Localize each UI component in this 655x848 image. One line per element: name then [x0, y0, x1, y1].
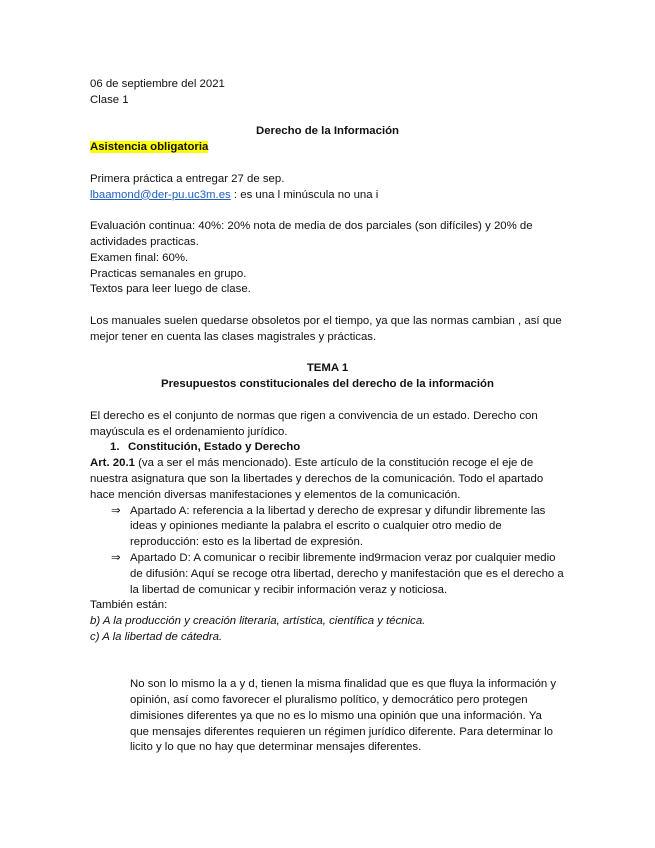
- arrow-icon: ⇒: [111, 551, 121, 564]
- section-number: 1.: [110, 441, 120, 454]
- article-label: Art. 20.1: [90, 457, 135, 470]
- bullet-item-a: [90, 504, 565, 551]
- section-heading: [90, 440, 565, 456]
- arrow-icon: ⇒: [111, 504, 121, 517]
- topic-number: TEMA 1: [306, 362, 349, 375]
- email-line: [90, 188, 565, 204]
- bullet-item-d: [90, 551, 565, 598]
- also-item-b: b) A la producción y creación literaria, artística, científica y técnica.: [90, 615, 426, 628]
- bullet-text: Apartado D: A comunicar o recibir libremente ind9rmacion veraz por cualquier medio de difusión: Aquí se recoge otra libertad, derecho y manifestación que es el derecho a la libertad de comunicar y recibir información veraz y noticiosa.: [130, 551, 564, 596]
- course-title: Derecho de la Información: [255, 125, 400, 138]
- closing-paragraph: No son lo mismo la a y d, tienen la misma finalidad que es que fluya la información y opinión, así como favorecer el pluralismo político, y democrático pero protegen dimisiones diferentes ya que no es lo mismo una opinión que una información. Ya que mensajes diferentes requieren un régimen jurídico diferente. Para determinar lo licito y lo que no hay que determinar mensajes diferentes.: [130, 678, 557, 754]
- bullet-text: Apartado A: referencia a la libertad y derecho de expresar y difundir libremente las ideas y opiniones mediante la palabra el escrito o cualquier otro medio de reproducción: esto es la libertad de expresión.: [130, 504, 546, 549]
- topic-title: Presupuestos constitucionales del derecho de la información: [161, 378, 494, 391]
- evaluation-weekly-practice: Practicas semanales en grupo.: [90, 267, 247, 280]
- also-item-c: c) A la libertad de cátedra.: [90, 630, 223, 643]
- evaluation-texts: Textos para leer luego de clase.: [90, 283, 251, 296]
- intro-paragraph: El derecho es el conjunto de normas que rigen a convivencia de un estado. Derecho con mayúscula es el ordenamiento jurídico.: [90, 409, 538, 438]
- date-line: 06 de septiembre del 2021: [90, 78, 225, 90]
- article-paragraph: [90, 456, 565, 503]
- class-label: Clase 1: [90, 93, 129, 106]
- email-link[interactable]: lbaamond@der-pu.uc3m.es: [90, 188, 231, 201]
- attendance-highlight: Asistencia obligatoria: [90, 141, 209, 154]
- attendance-line: [90, 140, 565, 156]
- first-practice-line: Primera práctica a entregar 27 de sep.: [90, 172, 285, 185]
- evaluation-final-exam: Examen final: 60%.: [90, 251, 189, 264]
- section-title: Constitución, Estado y Derecho: [128, 441, 301, 454]
- evaluation-continuous: Evaluación continua: 40%: 20% nota de media de dos parciales (son difíciles) y 20% de actividades practicas.: [90, 220, 533, 248]
- article-text: (va a ser el más mencionado). Este artículo de la constitución recoge el eje de nuestra asignatura que son la libertades y derechos de la comunicación. Todo el apartado hace mención diversas manifestaciones y elementos de la comunicación.: [90, 457, 544, 501]
- manuals-note: Los manuales suelen quedarse obsoletos por el tiempo, ya que las normas cambian , así que mejor tener en cuenta las clases magistrales y prácticas.: [90, 314, 562, 343]
- document-page: [90, 77, 565, 756]
- also-label: También están:: [90, 599, 168, 612]
- email-note: : es una l minúscula no una i: [230, 188, 379, 201]
